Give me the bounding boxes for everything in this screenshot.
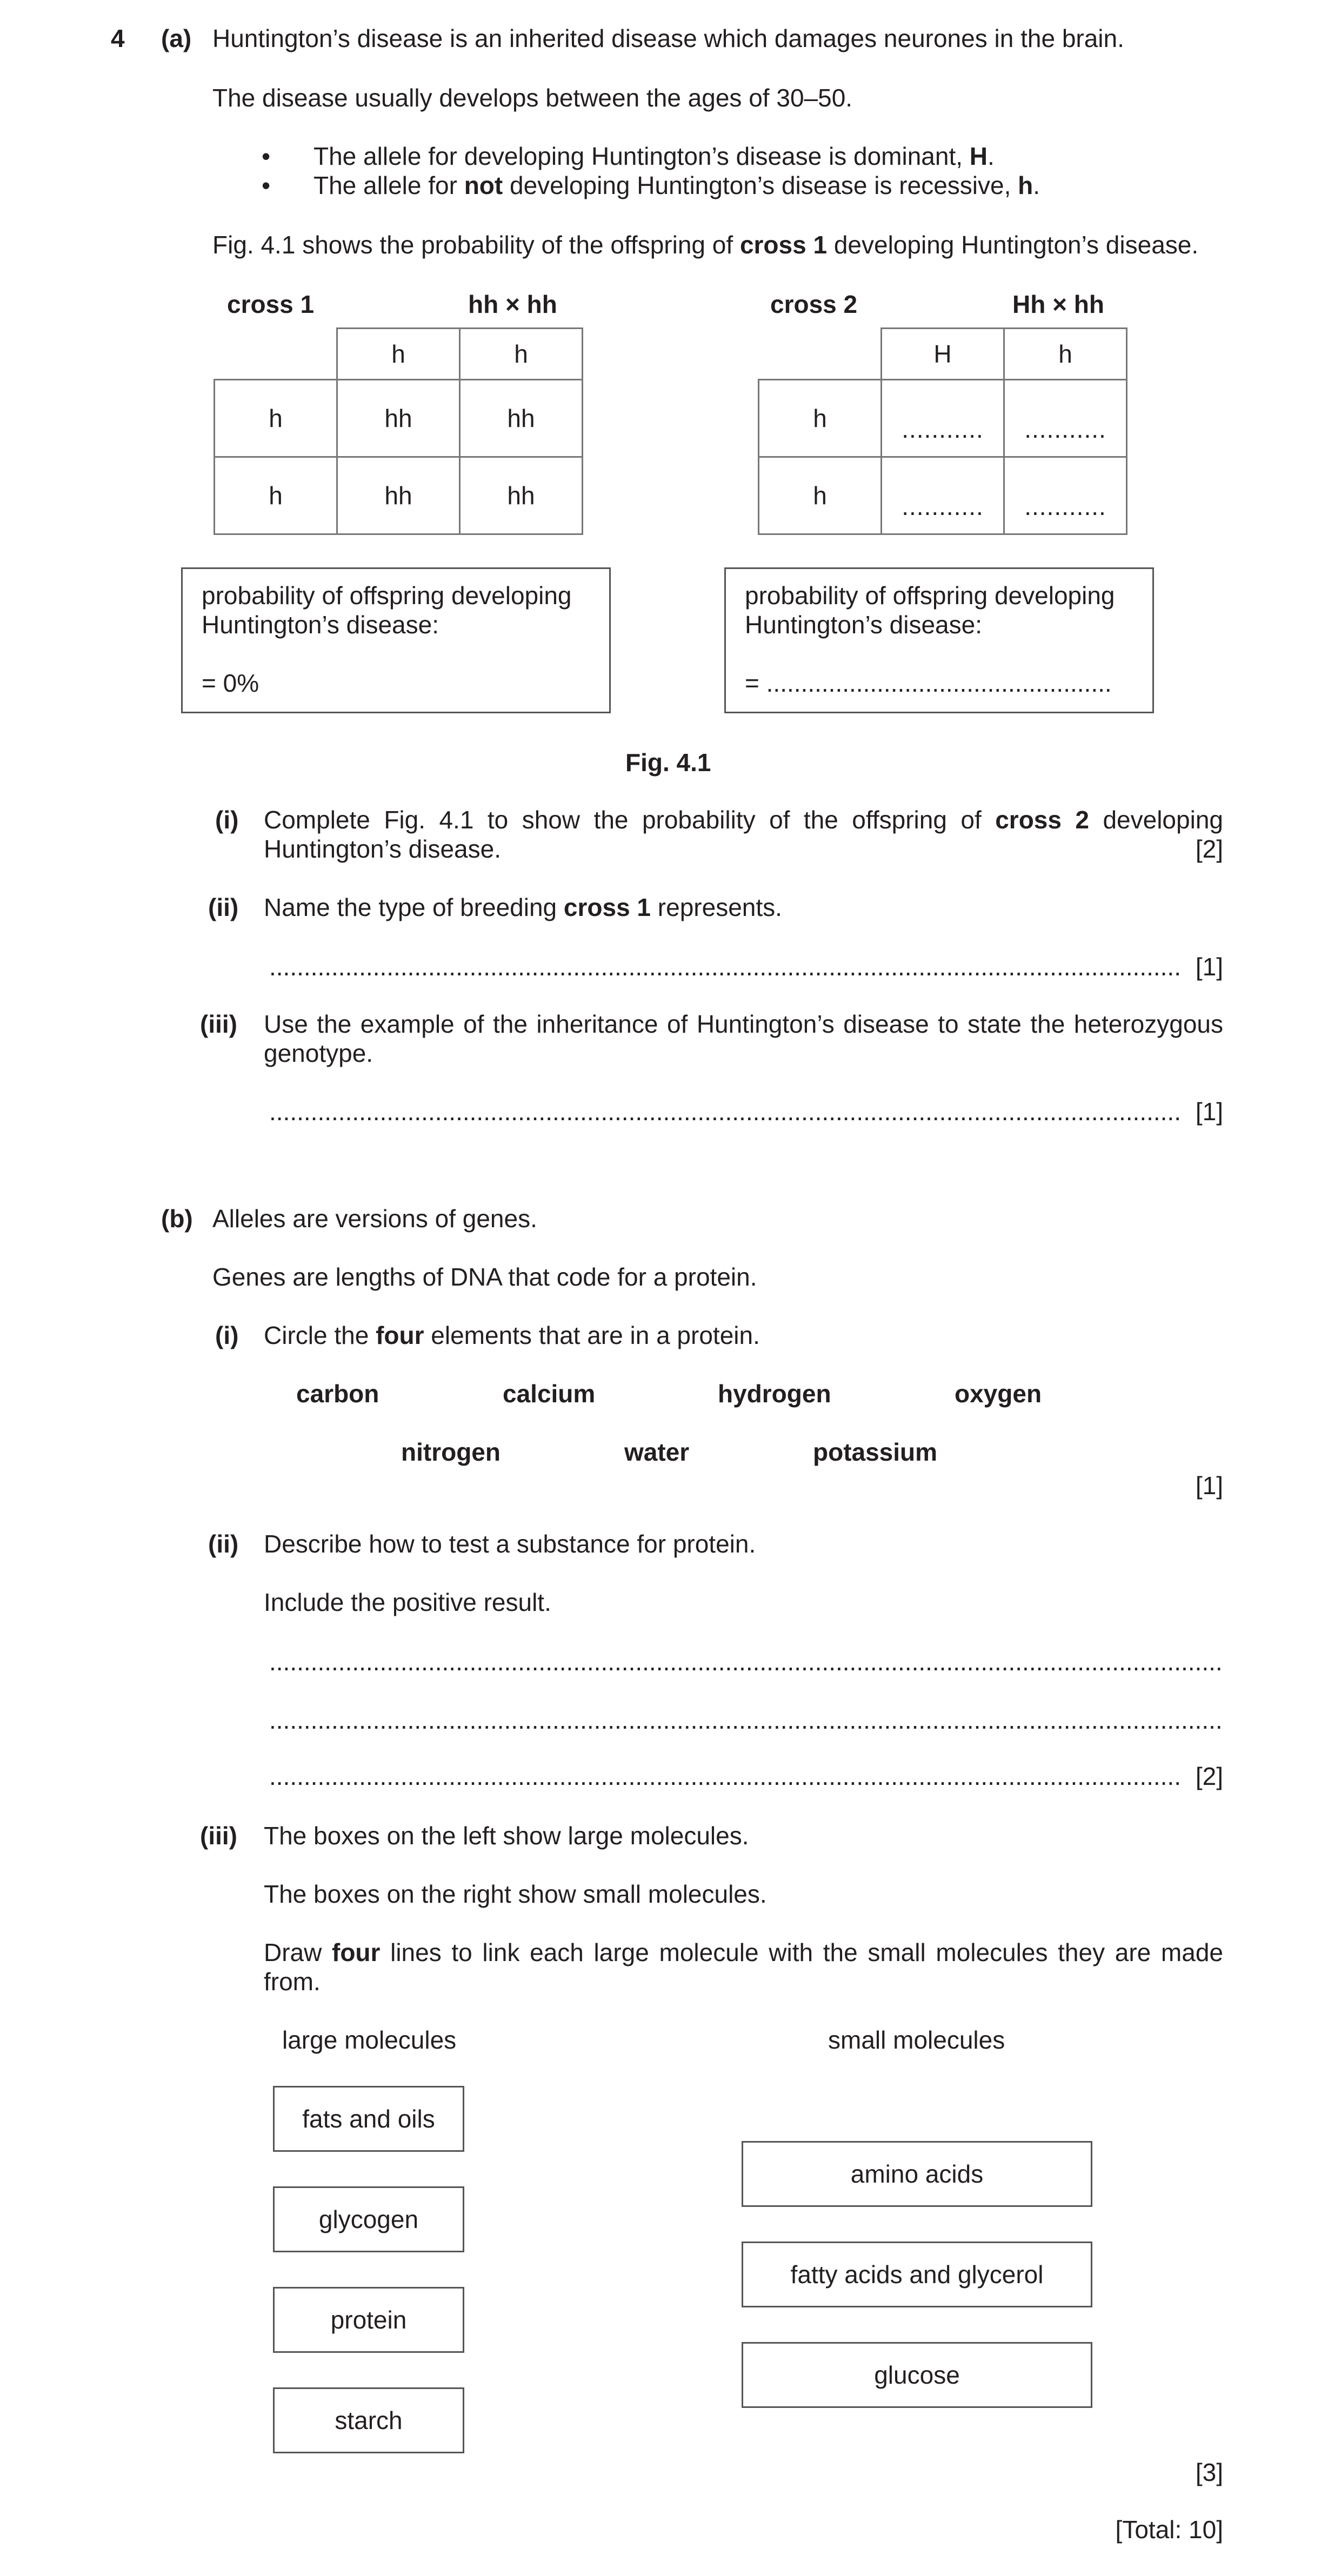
large-molecule-box[interactable]: protein	[273, 2287, 464, 2353]
punnett-answer-cell[interactable]: ...........	[1004, 380, 1127, 457]
q-b-iii-marks: [3]	[1195, 2458, 1223, 2486]
cross-2-probability-box	[724, 567, 1154, 713]
q-a-i-text: Complete Fig. 4.1 to show the probability of the offspring of cross 2 developing Huntington’s disease.	[264, 806, 1223, 863]
part-a-intro: Huntington’s disease is an inherited disease which damages neurones in the brain.	[212, 24, 1124, 52]
part-b-genes: Genes are lengths of DNA that code for a protein.	[212, 1263, 757, 1291]
q-a-iii-label: (iii)	[200, 1010, 237, 1038]
q-b-ii-label: (ii)	[208, 1530, 239, 1558]
bullet-1: The allele for developing Huntington’s disease is dominant, H.	[313, 142, 995, 170]
large-molecule-box[interactable]: glycogen	[273, 2186, 464, 2252]
large-molecules-heading: large molecules	[282, 2026, 457, 2054]
q-b-i-marks: [1]	[1195, 1471, 1223, 1500]
fig-intro: Fig. 4.1 shows the probability of the offspring of cross 1 developing Huntington’s disease.	[212, 231, 1199, 259]
q-b-ii-sub: Include the positive result.	[264, 1588, 551, 1616]
small-molecule-box[interactable]: fatty acids and glycerol	[742, 2242, 1092, 2307]
cross-1-punnett-square	[214, 327, 583, 535]
probability-label-line1: probability of offspring developing	[202, 581, 572, 610]
answer-line[interactable]	[269, 1705, 1223, 1735]
q-a-i-marks: [2]	[1195, 835, 1223, 863]
small-molecule-box[interactable]: glucose	[742, 2342, 1092, 2408]
punnett-row-header: h	[215, 457, 337, 534]
element-option[interactable]: nitrogen	[401, 1438, 501, 1466]
punnett-cell: hh	[337, 380, 460, 457]
answer-line[interactable]	[269, 1097, 1183, 1126]
small-molecules-heading: small molecules	[828, 2026, 1005, 2054]
cross-2-label: cross 2	[770, 290, 858, 318]
part-b-intro: Alleles are versions of genes.	[212, 1205, 537, 1233]
punnett-answer-cell[interactable]: ...........	[882, 380, 1004, 457]
element-option[interactable]: calcium	[503, 1380, 596, 1408]
punnett-corner	[759, 329, 882, 380]
element-option[interactable]: oxygen	[955, 1380, 1042, 1408]
probability-label-line1: probability of offspring developing	[745, 581, 1115, 610]
q-b-iii-line2: The boxes on the right show small molecules.	[264, 1880, 767, 1908]
q-a-i-label: (i)	[215, 806, 239, 834]
answer-line[interactable]	[269, 1647, 1223, 1676]
punnett-cell: hh	[460, 380, 583, 457]
probability-label-line2: Huntington’s disease:	[202, 611, 439, 639]
q-b-iii-instruction: Draw four lines to link each large molecule with the small molecules they are made from.	[264, 1938, 1223, 1996]
bullet-2-dot: •	[262, 171, 271, 199]
bullet-2: The allele for not developing Huntington’s disease is recessive, h.	[313, 171, 1040, 199]
probability-answer-line[interactable]: = ..................................................	[745, 669, 1112, 697]
punnett-row-header: h	[759, 380, 882, 457]
punnett-row-header: h	[215, 380, 337, 457]
punnett-row-header: h	[759, 457, 882, 534]
q-a-iii-text: Use the example of the inheritance of Huntington’s disease to state the heterozygous genotype.	[264, 1010, 1223, 1067]
punnett-answer-cell[interactable]: ...........	[1004, 457, 1127, 534]
answer-line[interactable]	[269, 1762, 1183, 1791]
large-molecule-box[interactable]: starch	[273, 2387, 464, 2453]
q-b-iii-label: (iii)	[200, 1822, 237, 1850]
punnett-answer-cell[interactable]: ...........	[882, 457, 1004, 534]
q-b-ii-marks: [2]	[1195, 1762, 1223, 1790]
cross-1-probability-box	[181, 567, 611, 713]
q-a-iii-marks: [1]	[1195, 1098, 1223, 1126]
punnett-col-header: h	[1004, 329, 1127, 380]
q-b-ii-text: Describe how to test a substance for protein.	[264, 1530, 756, 1558]
cross-2-parents: Hh × hh	[1012, 290, 1104, 318]
element-option[interactable]: water	[624, 1438, 690, 1466]
large-molecule-box[interactable]: fats and oils	[273, 2086, 464, 2152]
element-option[interactable]: hydrogen	[718, 1380, 831, 1408]
q-b-i-label: (i)	[215, 1321, 239, 1349]
punnett-cell: hh	[460, 457, 583, 534]
element-option[interactable]: potassium	[813, 1438, 938, 1466]
probability-label-line2: Huntington’s disease:	[745, 611, 982, 639]
part-a-label: (a)	[161, 24, 192, 52]
punnett-col-header: h	[337, 329, 460, 380]
cross-1-parents: hh × hh	[468, 290, 557, 318]
q-a-ii-text: Name the type of breeding cross 1 represents.	[264, 893, 782, 921]
element-option[interactable]: carbon	[296, 1380, 379, 1408]
question-total: [Total: 10]	[1115, 2515, 1223, 2544]
bullet-1-dot: •	[262, 142, 271, 170]
answer-line[interactable]	[269, 952, 1183, 981]
cross-1-label: cross 1	[227, 290, 315, 318]
q-b-i-text: Circle the four elements that are in a protein.	[264, 1321, 760, 1349]
punnett-cell: hh	[337, 457, 460, 534]
q-a-ii-label: (ii)	[208, 893, 239, 921]
fig-caption: Fig. 4.1	[625, 748, 711, 777]
punnett-corner	[215, 329, 337, 380]
q-b-iii-line1: The boxes on the left show large molecules.	[264, 1822, 749, 1850]
q-a-ii-marks: [1]	[1195, 953, 1223, 981]
punnett-col-header: h	[460, 329, 583, 380]
probability-value: = 0%	[202, 669, 259, 697]
cross-2-punnett-square	[758, 327, 1127, 535]
punnett-col-header: H	[882, 329, 1004, 380]
small-molecule-box[interactable]: amino acids	[742, 2141, 1092, 2207]
question-number: 4	[111, 24, 125, 52]
part-b-label: (b)	[161, 1205, 193, 1233]
part-a-onset: The disease usually develops between the ages of 30–50.	[212, 84, 853, 112]
